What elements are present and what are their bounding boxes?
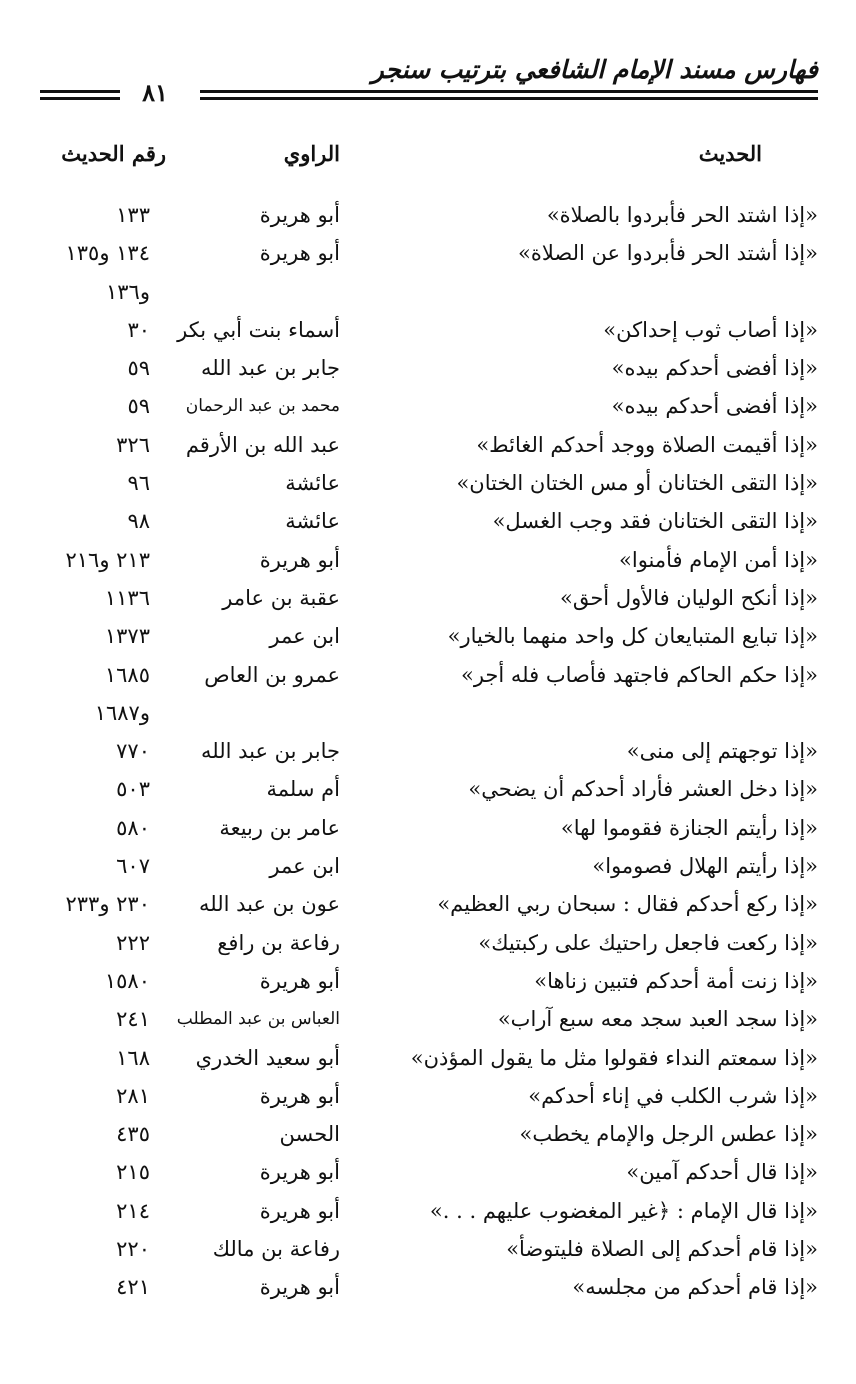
table-row — [0, 656, 856, 694]
table-row — [0, 311, 856, 349]
hadith-text: «إذا أقيمت الصلاة ووجد أحدكم الغائط» — [476, 432, 818, 457]
narrator-name: عمرو بن العاص — [204, 662, 340, 687]
index-table — [0, 196, 856, 1307]
narrator-name: عون بن عبد الله — [199, 892, 340, 917]
hadith-text: «إذا التقى الختانان فقد وجب الغسل» — [492, 509, 818, 534]
table-row — [0, 196, 856, 234]
narrator-name: رفاعة بن مالك — [212, 1237, 340, 1262]
narrator-name: أبو هريرة — [259, 547, 340, 572]
header-rule — [40, 97, 120, 100]
hadith-number: ٢٨١ — [116, 1083, 150, 1108]
table-row — [0, 273, 856, 311]
header-rule — [40, 90, 120, 93]
table-row — [0, 464, 856, 502]
narrator-name — [160, 273, 340, 311]
hadith-number: ١٣٣ — [116, 203, 150, 227]
narrator-name: جابر بن عبد الله — [200, 356, 340, 381]
table-row — [0, 1000, 856, 1038]
hadith-number: ٣٢٦ — [116, 432, 150, 457]
hadith-text: «إذا سمعتم النداء فقولوا مثل ما يقول المؤذن» — [410, 1045, 818, 1070]
table-row — [0, 579, 856, 617]
table-row — [0, 349, 856, 387]
narrator-name: أبو سعيد الخدري — [195, 1045, 340, 1070]
hadith-text — [398, 694, 818, 732]
table-row — [0, 809, 856, 847]
hadith-text: «إذا أنكح الوليان فالأول أحق» — [559, 585, 818, 610]
narrator-name: الحسن — [279, 1122, 340, 1147]
table-row — [0, 1115, 856, 1153]
column-heading-hadith: الحديث — [698, 141, 762, 166]
hadith-number: و١٣٦ — [106, 279, 150, 304]
narrator-name: أبو هريرة — [259, 1198, 340, 1223]
hadith-number: ١١٣٦ — [104, 585, 150, 610]
narrator-name: أم سلمة — [266, 777, 340, 802]
narrator-name: رفاعة بن رافع — [217, 930, 340, 955]
narrator-name: جابر بن عبد الله — [200, 739, 340, 764]
table-row — [0, 847, 856, 885]
hadith-number: ٢٢٢ — [116, 930, 150, 955]
hadith-text: «إذا أفضى أحدكم بيده» — [611, 394, 818, 419]
hadith-number: ٥٨٠ — [116, 815, 150, 840]
page-number: ٨١ — [142, 78, 168, 107]
narrator-name: أبو هريرة — [259, 203, 340, 227]
hadith-text: «إذا تبايع المتبايعان كل واحد منهما بالخيار» — [447, 624, 818, 649]
hadith-number: و١٦٨٧ — [94, 700, 150, 725]
table-row — [0, 924, 856, 962]
hadith-text: «إذا قام أحدكم إلى الصلاة فليتوضأ» — [506, 1237, 818, 1262]
table-row — [0, 502, 856, 540]
running-title: فهارس مسند الإمام الشافعي بترتيب سنجر — [371, 55, 818, 84]
narrator-name: أبو هريرة — [259, 241, 340, 266]
hadith-text: «إذا زنت أمة أحدكم فتبين زناها» — [534, 968, 818, 993]
narrator-name: عبد الله بن الأرقم — [185, 432, 340, 457]
hadith-number: ٢٣٠ و٢٣٣ — [65, 892, 150, 917]
hadith-text: «إذا ركعت فاجعل راحتيك على ركبتيك» — [478, 930, 818, 955]
hadith-text: «إذا ركع أحدكم فقال : سبحان ربي العظيم» — [437, 892, 818, 917]
hadith-number: ٤٣٥ — [116, 1122, 150, 1147]
narrator-name: أسماء بنت أبي بكر — [177, 317, 340, 342]
hadith-number: ٢٢٠ — [116, 1237, 150, 1262]
hadith-text — [398, 273, 818, 311]
hadith-number: ٢٤١ — [116, 1007, 150, 1032]
hadith-number: ٥٩ — [127, 394, 150, 419]
hadith-number: ١٦٨٥ — [104, 662, 150, 687]
hadith-text: «إذا قال أحدكم آمين» — [626, 1160, 818, 1185]
narrator-name: أبو هريرة — [259, 1083, 340, 1108]
narrator-name: عائشة — [285, 471, 340, 496]
table-row — [0, 234, 856, 272]
hadith-text: «إذا رأيتم الجنازة فقوموا لها» — [560, 815, 818, 840]
narrator-name: أبو هريرة — [259, 1160, 340, 1185]
hadith-text: «إذا التقى الختانان أو مس الختان الختان» — [456, 471, 818, 496]
table-row — [0, 962, 856, 1000]
hadith-number: ٥٩ — [127, 356, 150, 381]
header-rule — [200, 97, 818, 100]
hadith-number: ٢١٥ — [116, 1160, 150, 1185]
narrator-name: ابن عمر — [269, 624, 340, 649]
hadith-text: «إذا توجهتم إلى منى» — [626, 739, 818, 764]
table-row — [0, 694, 856, 732]
hadith-text: «إذا حكم الحاكم فاجتهد فأصاب فله أجر» — [460, 662, 818, 687]
hadith-number: ١٦٨ — [116, 1045, 150, 1070]
hadith-number: ٢١٤ — [116, 1198, 150, 1223]
header-rule — [200, 90, 818, 93]
hadith-number: ٤٢١ — [116, 1275, 150, 1300]
hadith-number: ١٣٧٣ — [104, 624, 150, 649]
hadith-number: ٢١٣ و٢١٦ — [65, 547, 150, 572]
narrator-name — [160, 694, 340, 732]
hadith-number: ٥٠٣ — [116, 777, 150, 802]
hadith-text: «إذا قام أحدكم من مجلسه» — [572, 1275, 818, 1300]
narrator-name: أبو هريرة — [259, 968, 340, 993]
hadith-number: ٩٦ — [127, 471, 150, 496]
hadith-number: ٧٧٠ — [116, 739, 150, 764]
table-row — [0, 1268, 856, 1306]
table-row — [0, 770, 856, 808]
table-row — [0, 1077, 856, 1115]
narrator-name: عقبة بن عامر — [222, 585, 340, 610]
hadith-text: «إذا سجد العبد سجد معه سبع آراب» — [497, 1007, 818, 1032]
hadith-text: «إذا أفضى أحدكم بيده» — [611, 356, 818, 381]
table-row — [0, 1192, 856, 1230]
hadith-text: «إذا عطس الرجل والإمام يخطب» — [519, 1122, 818, 1147]
table-row — [0, 387, 856, 425]
hadith-text: «إذا أشتد الحر فأبردوا عن الصلاة» — [518, 241, 818, 266]
hadith-text: «إذا أصاب ثوب إحداكن» — [603, 317, 818, 342]
narrator-name: ابن عمر — [269, 854, 340, 879]
hadith-number: ١٣٤ و١٣٥ — [65, 241, 150, 266]
table-row — [0, 1230, 856, 1268]
table-row — [0, 617, 856, 655]
table-row — [0, 885, 856, 923]
hadith-number: ٦٠٧ — [116, 854, 150, 879]
hadith-text: «إذا أمن الإمام فأمنوا» — [619, 547, 818, 572]
hadith-text: «إذا رأيتم الهلال فصوموا» — [592, 854, 818, 879]
narrator-name: عائشة — [285, 509, 340, 534]
narrator-name: أبو هريرة — [259, 1275, 340, 1300]
table-row — [0, 541, 856, 579]
narrator-name: محمد بن عبد الرحمان — [185, 396, 340, 417]
table-row — [0, 426, 856, 464]
narrator-name: عامر بن ربيعة — [219, 815, 340, 840]
hadith-text: «إذا قال الإمام : ﴿غير المغضوب عليهم . . .» — [429, 1198, 818, 1223]
hadith-text: «إذا دخل العشر فأراد أحدكم أن يضحي» — [468, 777, 818, 802]
column-heading-number: رقم الحديث — [61, 141, 166, 166]
table-row — [0, 1039, 856, 1077]
hadith-number: ٣٠ — [127, 317, 150, 342]
column-heading-narrator: الراوي — [283, 141, 340, 166]
table-row — [0, 1153, 856, 1191]
table-row — [0, 732, 856, 770]
hadith-text: «إذا اشتد الحر فأبردوا بالصلاة» — [546, 203, 818, 227]
hadith-text: «إذا شرب الكلب في إناء أحدكم» — [528, 1083, 818, 1108]
narrator-name: العباس بن عبد المطلب — [176, 1009, 340, 1030]
hadith-number: ١٥٨٠ — [104, 968, 150, 993]
hadith-number: ٩٨ — [127, 509, 150, 534]
